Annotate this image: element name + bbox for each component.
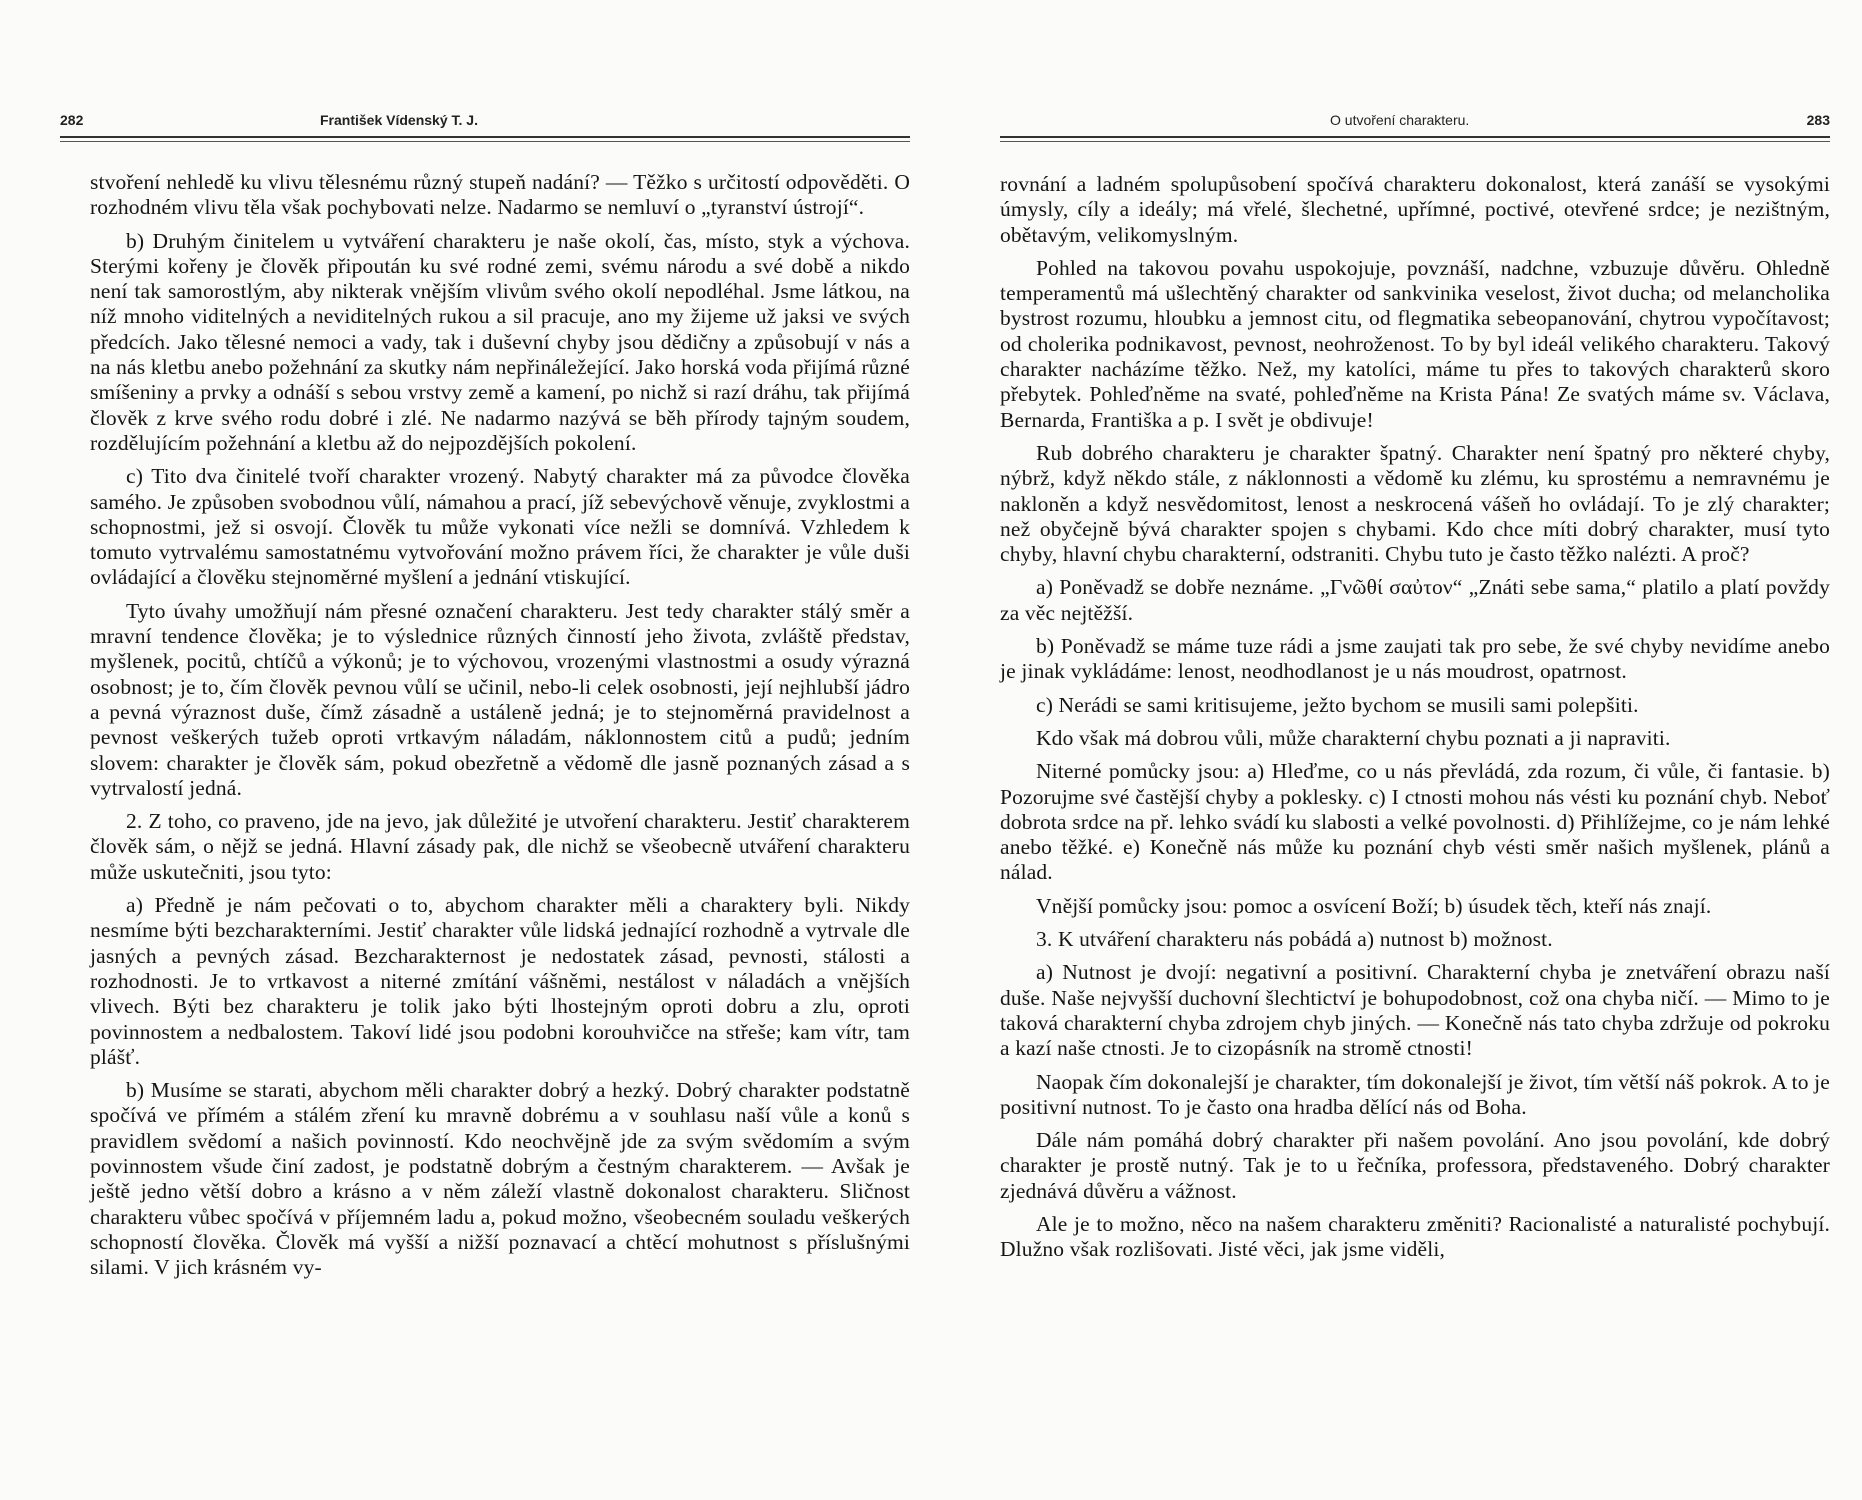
paragraph: b) Poněvadž se máme tuze rádi a jsme zaujati tak pro sebe, že své chyby nevidíme anebo je jinak vykládáme: lenost, neodhodlanost je u nás moudrost, opatrnost. (1000, 634, 1830, 684)
running-head-right (1000, 108, 1830, 134)
header-rule (1000, 136, 1830, 138)
paragraph: rovnání a ladném spolupůsobení spočívá charakteru dokonalost, která zanáší se vysokými úmysly, cíly a ideály; má vřelé, šlechetné, upřímné, poctivé, otevřené srdce; je nezištným, obětavým, velikomyslným. (1000, 172, 1830, 247)
page-number-right: 283 (1806, 112, 1830, 128)
page-number-left: 282 (60, 112, 84, 128)
paragraph: 2. Z toho, co praveno, jde na jevo, jak důležité je utvoření charakteru. Jestiť charakterem člověk sám, o nějž se jedná. Hlavní zásady pak, dle nichž se všeobecně utváření charakteru může uskutečniti, jsou tyto: (90, 809, 910, 884)
paragraph: stvoření nehledě ku vlivu tělesnému různý stupeň nadání? — Těžko s určitostí odpověděti. O rozhodném vlivu těla však pochybovati nelze. Nadarmo se nemluví o „tyranství ústrojí“. (90, 170, 910, 220)
page-body-right (1000, 172, 1830, 1271)
paragraph: Pohled na takovou povahu uspokojuje, povznáší, nadchne, vzbuzuje důvěru. Ohledně temperamentů má ušlechtěný charakter od sankvinika veselost, život ducha; od melancholika bystrost rozumu, hloubku a jemnost citu, od flegmatika sebeopanování, chytrou vypočítavost; od cholerika podnikavost, pevnost, neohroženost. To by byl ideál velikého charakteru. Takový charakter nacházíme těžko. Než, my katolíci, máme tu přes to takových charakterů skoro přebytek. Pohleďněme na svaté, pohleďněme na Krista Pána! Ze svatých máme sv. Václava, Bernarda, Františka a p. I svět je obdivuje! (1000, 255, 1830, 432)
paragraph: Tyto úvahy umožňují nám přesné označení charakteru. Jest tedy charakter stálý směr a mravní tendence člověka; je to výslednice různých činností jeho života, zvláště představ, myšlenek, pocitů, chtíčů a výkonů; je to výchovou, vrozenými vlastnostmi a osudy výrazná osobnost; je to, čím člověk pevnou vůlí se učinil, nebo-li celek osobnosti, její nejhlubší jádro a pevná výraznost duše, čímž zásadně a ustáleně jedná; je to stejnoměrná pravidelnost a pevnost veškerých tužeb oproti vrtkavým náladám, náklonnostem citů a pudů; jedním slovem: charakter je člověk sám, pokud obezřetně a vědomě dle jasně poznaných zásad a s vytrvalostí jedná. (90, 598, 910, 800)
paragraph: a) Předně je nám pečovati o to, abychom charakter měli a charaktery byli. Nikdy nesmíme býti bezcharakterními. Jestiť charakter vůle lidská jednající rozhodně a vytrvale dle jasných a pevných zásad. Bezcharakternost je nedostatek zásad, pevnosti, stálosti a rozhodnosti. Je to vrtkavost a niterné zmítání vášněmi, nestálost v náladách a vnějších vlivech. Býti bez charakteru je tolik jako býti lhostejným oproti dobru a zlu, oproti povinnostem a nedbalostem. Takoví lidé jsou podobni korouhvičce na střeše; kam vítr, tam plášť. (90, 893, 910, 1069)
paragraph: b) Druhým činitelem u vytváření charakteru je naše okolí, čas, místo, styk a výchova. Sterými kořeny je člověk připoután ku své rodné zemi, svému národu a své době a nikdo není tak samorostlým, aby nikterak vnějším vlivům svého okolí nepodléhal. Jsme látkou, na níž mnoho viditelných a neviditelných rukou a sil pracuje, ano my žijeme už jaksi ve svých předcích. Jako tělesné nemoci a vady, tak i duševní chyby jsou dědičny a způsobují v nás a na nás kletbu anebo požehnání za skutky nám nepřináležející. Jako horská voda přijímá různé smíšeniny a prvky a odnáší s sebou vrstvy země a kamení, po nichž si razí dráhu, tak přijímá člověk z krve svého rodu dobré i zlé. Ne nadarmo nazývá se běh přírody tajným soudem, rozdělujícím požehnání a kletbu až do nejpozdějších pokolení. (90, 228, 910, 455)
page-body-left (90, 170, 910, 1288)
right-page (960, 0, 1840, 1500)
left-page (30, 0, 910, 1500)
paragraph: a) Poněvadž se dobře neznáme. „Γνῶθί σαὐτον“ „Znáti sebe sama,“ platilo a platí povždy za věc nejtěžší. (1000, 575, 1830, 625)
running-head-title-right: O utvoření charakteru. (1330, 112, 1470, 128)
paragraph: a) Nutnost je dvojí: negativní a positivní. Charakterní chyba je znetváření obrazu naší duše. Naše nejvyšší duchovní šlechtictví je bohupodobnost, což ona chyba ničí. — Mimo to je taková charakterní chyba zdrojem chyb jiných. — Konečně nás tato chyba zdržuje od pokroku a kazí naše ctnosti. Je to cizopásník na stromě ctnosti! (1000, 960, 1830, 1061)
paragraph: Dále nám pomáhá dobrý charakter při našem povolání. Ano jsou povolání, kde dobrý charakter je prostě nutný. Tak je to u řečníka, professora, představeného. Dobrý charakter zjednává důvěru a vážnost. (1000, 1128, 1830, 1203)
paragraph: Naopak čím dokonalejší je charakter, tím dokonalejší je život, tím větší náš pokrok. A to je positivní nutnost. To je často ona hradba dělící nás od Boha. (1000, 1069, 1830, 1119)
running-head-title-left: František Vídenský T. J. (320, 112, 478, 128)
paragraph: c) Tito dva činitelé tvoří charakter vrozený. Nabytý charakter má za původce člověka samého. Je způsoben svobodnou vůlí, námahou a prací, jíž sebevýchově věnuje, zvyklostmi a schopnostmi, jež si osvojí. Člověk tu může vykonati více nežli se domnívá. Vzhledem k tomuto vytrvalému samostatnému vytvořování možno právem říci, že charakter je vůle duši ovládající a člověku stejnoměrné myšlení a jednání vtiskující. (90, 464, 910, 590)
header-rule (60, 141, 910, 142)
paragraph: c) Nerádi se sami kritisujeme, ježto bychom se musili sami polepšiti. (1036, 692, 1639, 717)
paragraph: Ale je to možno, něco na našem charakteru změniti? Racionalisté a naturalisté pochybují. Dlužno však rozlišovati. Jisté věci, jak jsme viděli, (1000, 1211, 1830, 1262)
header-rule (1000, 141, 1830, 142)
header-rule (60, 136, 910, 138)
paragraph: b) Musíme se starati, abychom měli charakter dobrý a hezký. Dobrý charakter podstatně spočívá ve přímém a stálém zření ku mravně dobrému a v souhlasu naší vůle a konů s pravidlem svědomí a našich povinností. Kdo neochvějně jde za svým svědomím a svým povinnostem všude činí zadost, je podstatně dobrým a čestným charakterem. — Avšak je ještě jedno větší dobro a krásno a v něm záleží vlastně dokonalost charakteru. Sličnost charakteru vůbec spočívá v příjemném ladu a, pokud možno, všeobecném souladu veškerých schopností člověka. Člověk má vyšší a nižší poznavací a chtěcí mohutnost s příslušnými silami. V jich krásném vy- (90, 1078, 910, 1280)
paragraph: Vnější pomůcky jsou: pomoc a osvícení Boží; b) úsudek těch, kteří nás znají. (1036, 893, 1712, 918)
paragraph: Kdo však má dobrou vůli, může charakterní chybu poznati a ji napraviti. (1036, 725, 1671, 750)
paragraph: 3. K utváření charakteru nás pobádá a) nutnost b) možnost. (1036, 927, 1553, 952)
paragraph: Rub dobrého charakteru je charakter špatný. Charakter není špatný pro některé chyby, nýbrž, když někdo stále, z náklonnosti a vědomě ku zlému, ku sprostému a nemravnému je nakloněn a když nesvědomitost, lenost a neskrocená vášeň ho ovládají. To je zlý charakter; než obyčejně bývá charakter spojen s chybami. Kdo chce míti dobrý charakter, musí tyto chyby, hlavní chybu charakterní, odstraniti. Chybu tuto je často těžko nalézti. A proč? (1000, 440, 1830, 567)
paragraph: Niterné pomůcky jsou: a) Hleďme, co u nás převládá, zda rozum, či vůle, či fantasie. b) Pozorujme své častější chyby a poklesky. c) I ctnosti mohou nás vésti ku poznání chyb. Neboť dobrota srdce na př. lehko svádí ku slabosti a velké povolnosti. d) Přihlížejme, co je nám lehké anebo těžké. e) Konečně nás může ku poznání chyb vésti směr našich myšlenek, plánů a nálad. (1000, 759, 1830, 885)
running-head-left (60, 108, 910, 134)
